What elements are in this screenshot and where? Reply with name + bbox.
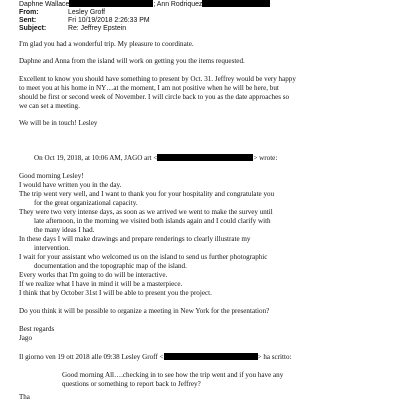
quote-intro-text: Il giorno ven 19 ott 2018 alle 09:38 Lesley Groff < bbox=[19, 353, 164, 361]
quote-line: Do you think it will be possible to organize a meeting in New York for the presentation? bbox=[19, 307, 270, 315]
quote-line: Good morning All….checking in to see how the trip went and if you have any bbox=[62, 371, 284, 379]
quote-line: In these days I will make drawings and prepare renderings to clearly illustrate my bbox=[19, 235, 251, 243]
quote-intro-text: > ha scritto: bbox=[257, 353, 292, 361]
subject-label: Subject: bbox=[19, 25, 47, 32]
sent-label: Sent: bbox=[19, 17, 37, 24]
quote-line: I think that by October 31st I will be able to present you the project. bbox=[19, 289, 212, 297]
redaction-bar bbox=[202, 0, 270, 7]
sent-value: Fri 10/19/2018 2:26:33 PM bbox=[68, 17, 150, 24]
quote-line: Jago bbox=[19, 334, 33, 342]
quote-line: questions or something to report back to Jeffrey? bbox=[62, 380, 201, 388]
quote-line: I wait for your assistant who welcomed us on the island to send us further photographic bbox=[19, 253, 268, 261]
body-paragraph: I'm glad you had a wonderful trip. My pleasure to coordinate. bbox=[19, 40, 194, 48]
quote-line: The trip went very well, and I want to thank you for your hospitality and congratulate you bbox=[19, 190, 275, 198]
cutoff-text: Tha bbox=[19, 394, 30, 400]
quote-intro bbox=[19, 353, 292, 362]
quote-line: They were two very intense days, as soon as we arrived we went to make the survey until bbox=[19, 208, 273, 216]
body-signature: We will be in touch! Lesley bbox=[19, 119, 98, 127]
quote-line: Best regards bbox=[19, 325, 55, 333]
body-line: to meet you at his home in NY…at the moment, I am not positive when he will be here, but bbox=[19, 84, 279, 92]
quote-line: If we realize what I have in mind it will be a masterpiece. bbox=[19, 280, 183, 288]
redaction-bar bbox=[164, 353, 258, 360]
redaction-bar bbox=[69, 0, 153, 7]
quote-line: documentation and the topographic map of the island. bbox=[34, 262, 187, 270]
recipient-name: ; Ann Rodriquez bbox=[153, 1, 203, 8]
redaction-bar bbox=[157, 154, 253, 161]
subject-value: Re: Jeffrey Epstein bbox=[68, 25, 127, 32]
quote-line: late afternoon, in the morning we visited both islands again and I could clarify with bbox=[34, 217, 271, 225]
body-line: we can set a meeting. bbox=[19, 102, 80, 110]
quote-intro-text: > wrote: bbox=[253, 154, 278, 162]
body-line: Excellent to know you should have something to present by Oct. 31. Jeffrey would be very happy bbox=[19, 75, 296, 83]
quote-line: Good morning Lesley! bbox=[19, 172, 84, 180]
subject-row bbox=[19, 24, 126, 33]
recipient-name: Daphne Wallace bbox=[19, 1, 70, 8]
quote-line: intervention. bbox=[34, 244, 71, 252]
body-paragraph: Daphne and Anna from the island will work on getting you the items requested. bbox=[19, 57, 245, 65]
quote-line: Every works that I'm going to do will be interactive. bbox=[19, 271, 168, 279]
from-value: Lesley Groff bbox=[68, 9, 106, 16]
quote-intro-text: On Oct 19, 2018, at 10:06 AM, JAGO art < bbox=[34, 154, 158, 162]
quote-line: I would have written you in the day. bbox=[19, 181, 122, 189]
quote-intro bbox=[34, 154, 277, 163]
from-label: From: bbox=[19, 9, 39, 16]
quote-line: for the great organizational capacity. bbox=[34, 199, 138, 207]
body-line: should be first or second week of November. I will circle back to you as the date approaches so bbox=[19, 93, 290, 101]
quote-line: the many ideas I had. bbox=[34, 226, 95, 234]
